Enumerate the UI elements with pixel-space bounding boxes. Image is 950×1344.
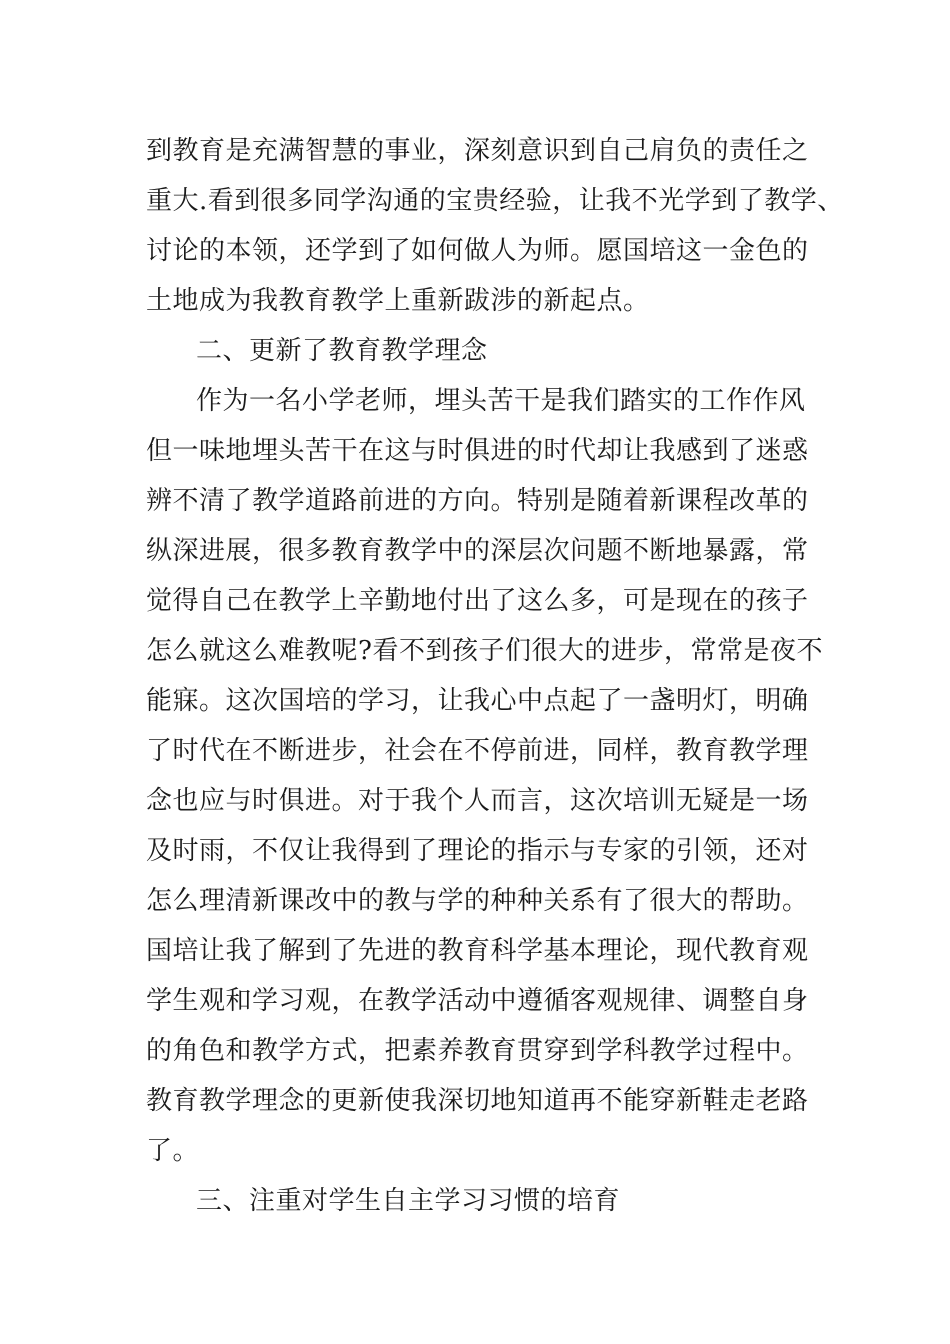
text-line: 念也应与时俱进。对于我个人而言，这次培训无疑是一场 [146, 786, 809, 816]
section-heading: 三、注重对学生自主学习习惯的培育 [196, 1186, 621, 1216]
text-line: 到教育是充满智慧的事业，深刻意识到自己肩负的责任之 [146, 136, 809, 166]
text-line: 纵深进展，很多教育教学中的深层次问题不断地暴露，常 [146, 536, 809, 566]
text-line: 作为一名小学老师，埋头苦干是我们踏实的工作作风 [196, 386, 806, 416]
text-line: 及时雨，不仅让我得到了理论的指示与专家的引领，还对 [146, 836, 809, 866]
text-line: 了。 [146, 1136, 200, 1166]
text-line: 教育教学理念的更新使我深切地知道再不能穿新鞋走老路 [146, 1086, 809, 1116]
text-line: 的角色和教学方式，把素养教育贯穿到学科教学过程中。 [146, 1036, 809, 1066]
text-line: 国培让我了解到了先进的教育科学基本理论，现代教育观 [146, 936, 809, 966]
text-line: 重大.看到很多同学沟通的宝贵经验，让我不光学到了教学、 [146, 186, 844, 216]
section-heading: 二、更新了教育教学理念 [196, 336, 488, 366]
text-line: 学生观和学习观，在教学活动中遵循客观规律、调整自身 [146, 986, 809, 1016]
text-line: 怎么就这么难教呢?看不到孩子们很大的进步，常常是夜不 [146, 636, 823, 666]
text-line: 土地成为我教育教学上重新跋涉的新起点。 [146, 286, 650, 316]
text-line: 能寐。这次国培的学习，让我心中点起了一盏明灯，明确 [146, 686, 809, 716]
text-line: 了时代在不断进步，社会在不停前进，同样，教育教学理 [146, 736, 809, 766]
text-line: 辨不清了教学道路前进的方向。特别是随着新课程改革的 [146, 486, 809, 516]
text-line: 觉得自己在教学上辛勤地付出了这么多，可是现在的孩子 [146, 586, 809, 616]
text-line: 怎么理清新课改中的教与学的种种关系有了很大的帮助。 [146, 886, 809, 916]
text-line: 讨论的本领，还学到了如何做人为师。愿国培这一金色的 [146, 236, 809, 266]
text-line: 但一味地埋头苦干在这与时俱进的时代却让我感到了迷惑 [146, 436, 809, 466]
